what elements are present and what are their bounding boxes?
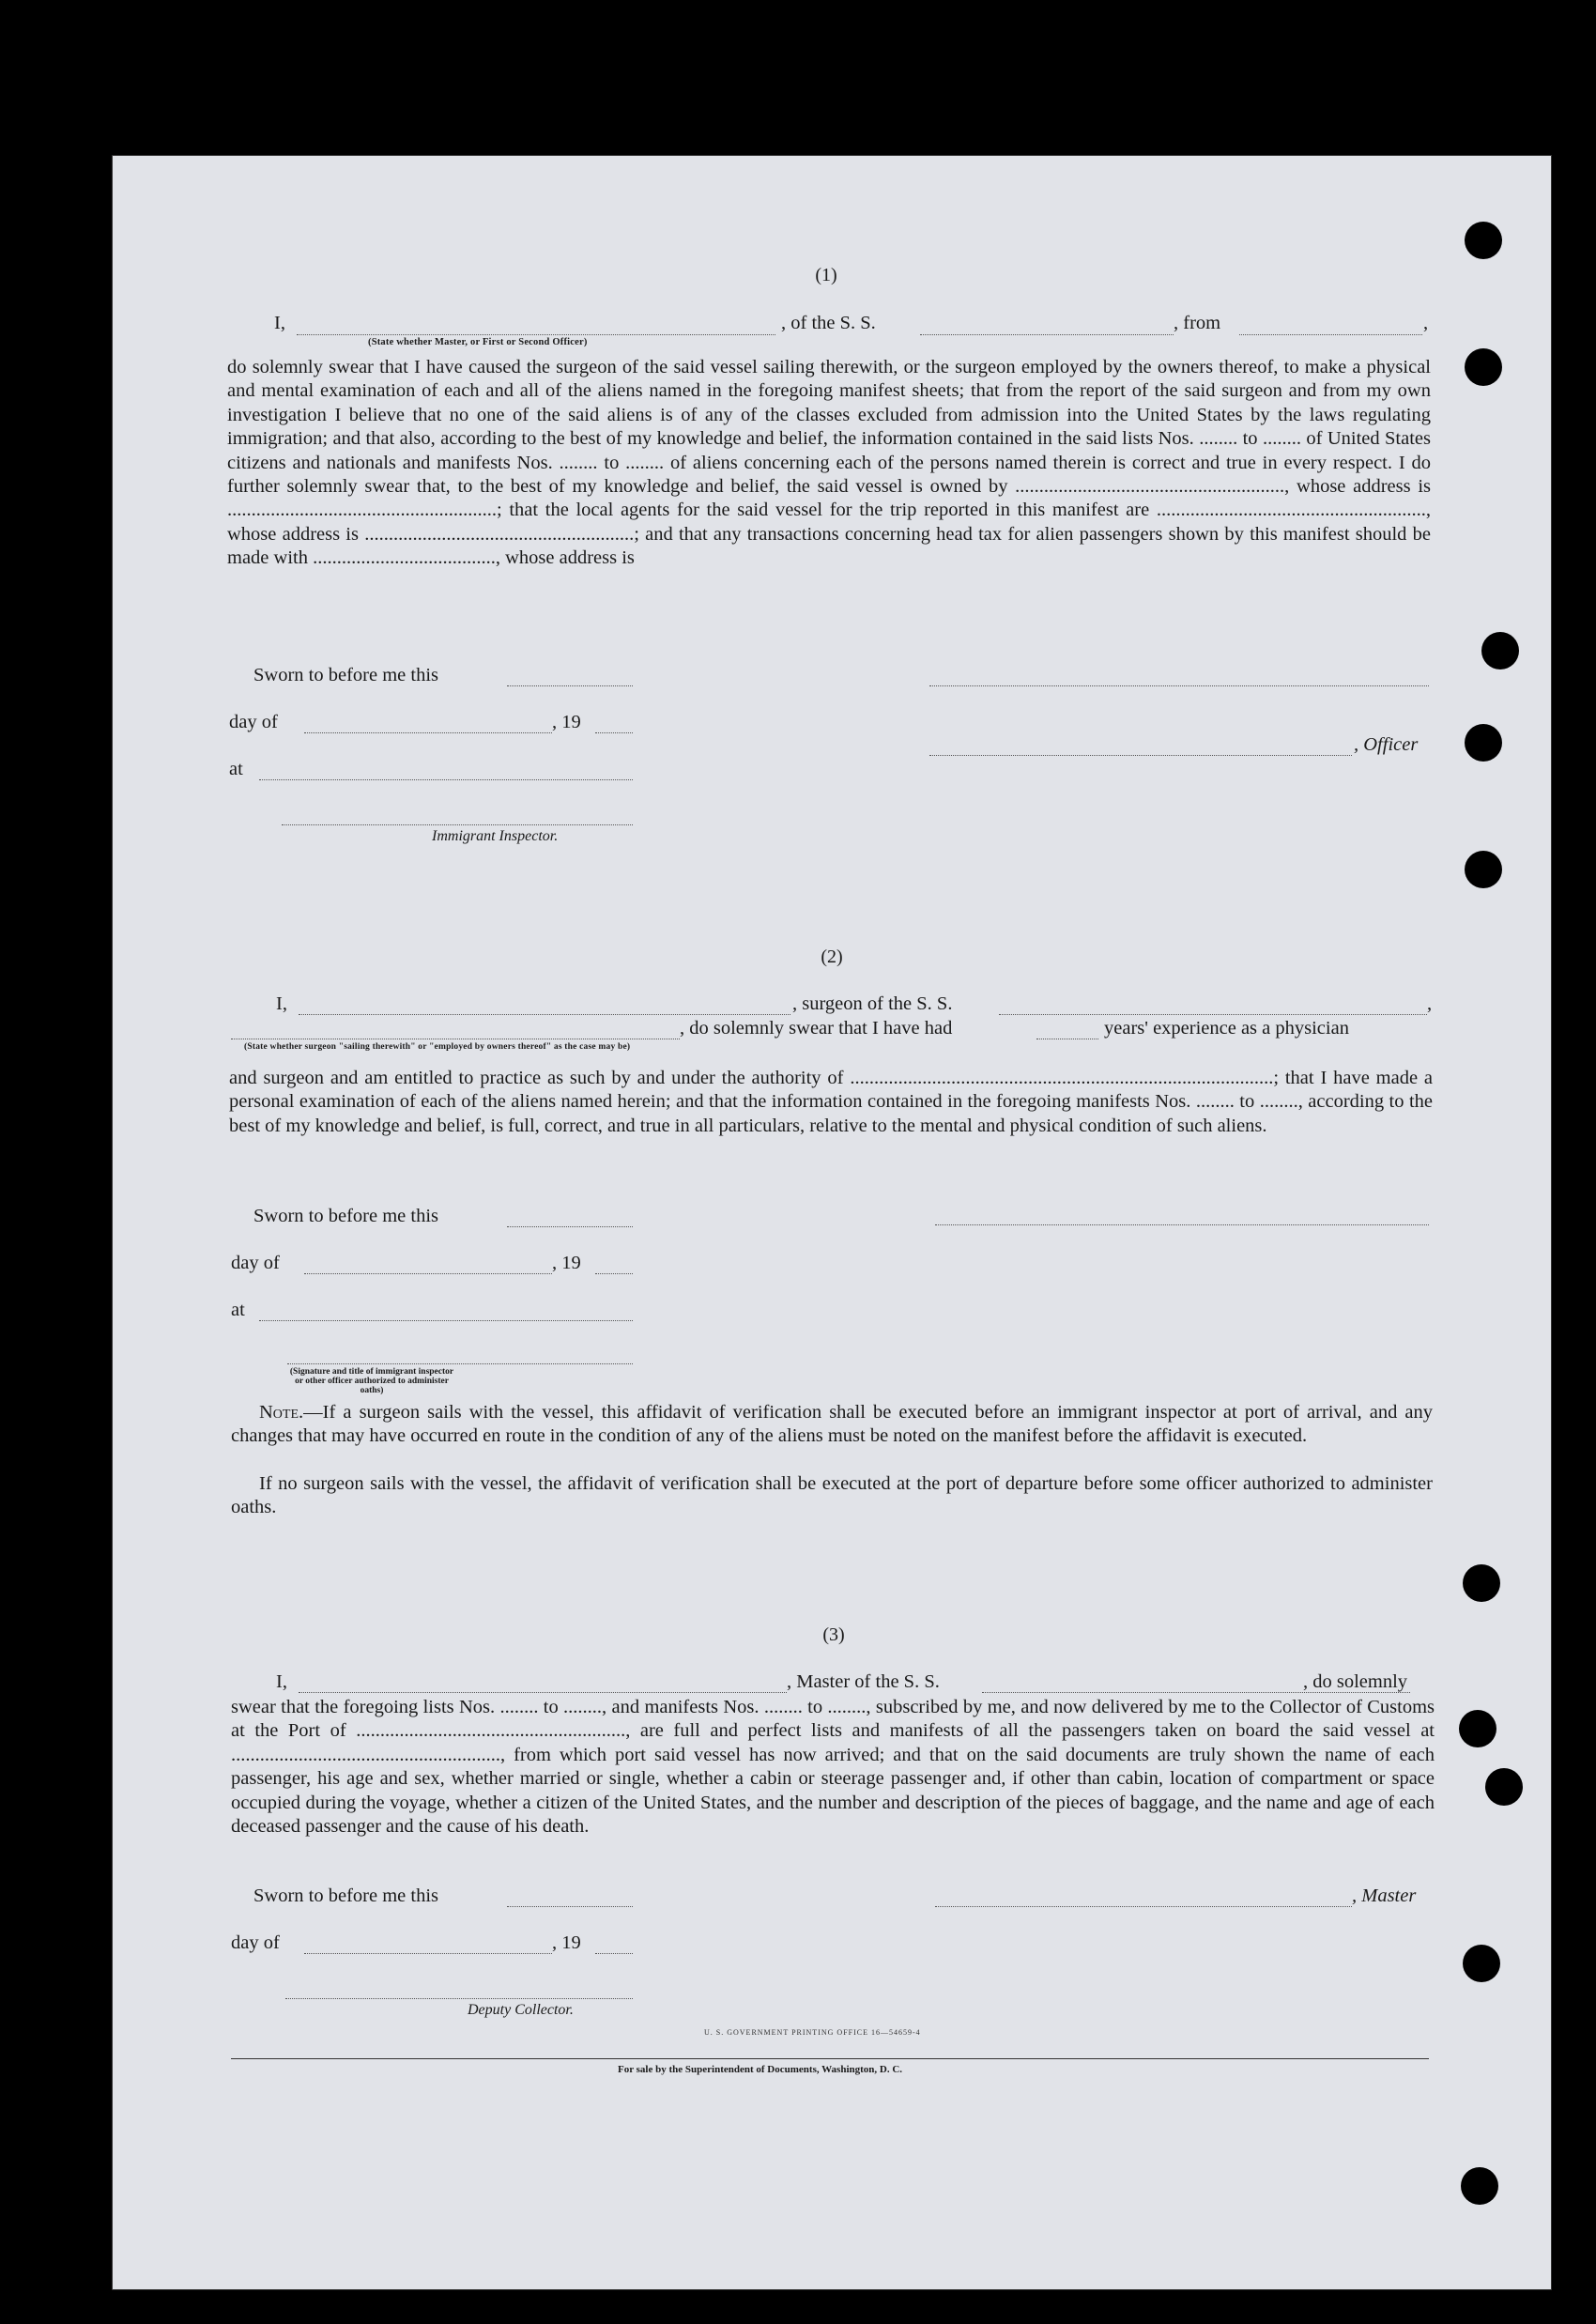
note-text-2: If no surgeon sails with the vessel, the affidavit of verification shall be executed at the port of departure before some officer authorized to administer oaths. — [231, 1473, 1433, 1518]
year-field-2[interactable] — [595, 1273, 633, 1274]
at-place-field[interactable] — [259, 779, 633, 780]
years-label: years' experience as a physician — [1104, 1018, 1349, 1039]
section3-intro: I, — [276, 1671, 287, 1692]
officer-note: (State whether Master, or First or Second Officer) — [368, 337, 588, 347]
year-field[interactable] — [595, 732, 633, 733]
manifest-page — [113, 156, 1551, 2289]
section1-body: do solemnly swear that I have caused the surgeon of the said vessel sailing therewith, or the surgeon employed by the owners thereof, to make a physical and mental examination of each and all of the aliens named in the foregoing manifest sheets; that from the report of the said surgeon and from my own investigation I believe that no one of the said aliens is of any of the classes excluded from admission into the United States by the laws regulating immigration; and that also, according to the best of my knowledge and belief, the information contained in the said lists Nos. ........ to ........ of United States citizens and nationals and manifests Nos. ........ to ........ of aliens concerning each of the persons named therein is correct and true in every respect. I do further solemnly swear that, to the best of my knowledge and belief, the said vessel is owned by ........................................................, whose address is ........................................................; that the local agents for the said vessel for the trip reported in this manifest are ........................................................, whose address is ........................................................; and that any transactions concerning head tax for alien passengers shown by this manifest should be made with ......................................, whose address is — [227, 357, 1431, 569]
punch-hole — [1465, 222, 1502, 259]
day-of-label: day of — [229, 712, 278, 732]
section1-intro: I, — [274, 313, 285, 333]
sworn-label: Sworn to before me this — [253, 1885, 438, 1906]
section3-body: swear that the foregoing lists Nos. ........ to ........, and manifests Nos. ........ to ........, subscribed by me, and now delivered by me to the Collector of Customs at the Port of ........................................................, are full and perfect lists and manifests of all the passengers taken on board the said vessel at ........................................................, from which port said vessel has now arrived; and that on the said documents are truly shown the name of each passenger, his age and sex, whether married or single, whether a cabin or steerage passenger and, if other than cabin, location of compartment or space occupied during the voyage, whether a citizen of the United States, and the number and description of the pieces of baggage, and the name and age of each deceased passenger and the cause of his death. — [231, 1697, 1435, 1838]
printing-office: U. S. GOVERNMENT PRINTING OFFICE 16—54659-4 — [704, 2028, 921, 2037]
officer-name-field[interactable] — [297, 334, 775, 335]
surgeon-name-field[interactable] — [299, 1014, 790, 1015]
sworn-label: Sworn to before me this — [253, 665, 438, 685]
signature-field-2[interactable] — [935, 1224, 1429, 1225]
sworn-date-field-2[interactable] — [507, 1226, 633, 1227]
officer-label: , Officer — [1354, 734, 1419, 755]
swear-label: , do solemnly swear that I have had — [680, 1018, 953, 1039]
year-label: , 19 — [552, 1253, 581, 1273]
year-field-3[interactable] — [595, 1953, 633, 1954]
punch-hole — [1465, 851, 1502, 888]
comma: , — [1427, 993, 1433, 1014]
punch-hole — [1481, 632, 1519, 669]
punch-hole — [1465, 724, 1502, 762]
sworn-label: Sworn to before me this — [253, 1206, 438, 1226]
master-label: , Master — [1352, 1885, 1417, 1906]
section-number: (2) — [821, 947, 843, 967]
section2-intro: I, — [276, 993, 287, 1014]
at-place-field-2[interactable] — [259, 1320, 633, 1321]
officer-signature-field[interactable] — [929, 755, 1352, 756]
surgeon-of-label: , surgeon of the S. S. — [792, 993, 953, 1014]
master-of-label: , Master of the S. S. — [787, 1671, 940, 1692]
signature-field[interactable] — [929, 685, 1429, 686]
for-sale-note: For sale by the Superintendent of Documents, Washington, D. C. — [618, 2064, 903, 2075]
note-text: —If a surgeon sails with the vessel, this affidavit of verification shall be executed before an immigrant inspector at port of arrival, and any changes that may have occurred en route in the condition of any of the aliens must be noted on the manifest before the affidavit is executed. — [231, 1402, 1433, 1447]
collector-label: Deputy Collector. — [468, 2002, 574, 2018]
from-label: , from — [1174, 313, 1221, 333]
sworn-date-field-3[interactable] — [507, 1906, 633, 1907]
inspector-label: Immigrant Inspector. — [432, 828, 559, 844]
solemnly-label: , do solemnly — [1303, 1671, 1408, 1692]
note-paragraph-2 — [231, 1472, 1433, 1520]
inspector-signature-field-2[interactable] — [287, 1363, 633, 1364]
punch-hole — [1463, 1564, 1500, 1602]
of-the-ss-label: , of the S. S. — [781, 313, 876, 333]
punch-hole — [1485, 1768, 1523, 1806]
signature-note: (Signature and title of immigrant inspector or other officer authorized to administer oaths) — [289, 1367, 454, 1395]
ship-name-field-2[interactable] — [999, 1014, 1427, 1015]
master-signature-field[interactable] — [935, 1906, 1352, 1907]
year-label: , 19 — [552, 712, 581, 732]
inspector-signature-field[interactable] — [282, 824, 633, 825]
master-name-field[interactable] — [299, 1692, 787, 1693]
sworn-date-field[interactable] — [507, 685, 633, 686]
month-field[interactable] — [304, 732, 552, 733]
collector-signature-field[interactable] — [285, 1998, 633, 1999]
at-label: at — [231, 1300, 245, 1320]
footer-rule — [231, 2058, 1429, 2059]
day-of-label: day of — [231, 1932, 280, 1953]
year-label: , 19 — [552, 1932, 581, 1953]
from-port-field[interactable] — [1239, 334, 1422, 335]
section-number: (1) — [815, 265, 837, 285]
note-label: Note. — [259, 1402, 304, 1423]
month-field-2[interactable] — [304, 1273, 552, 1274]
note-paragraph — [231, 1401, 1433, 1449]
day-of-label: day of — [231, 1253, 280, 1273]
comma: , — [1423, 313, 1429, 333]
punch-hole — [1461, 2167, 1498, 2205]
punch-hole — [1463, 1945, 1500, 1982]
month-field-3[interactable] — [304, 1953, 552, 1954]
ship-name-field[interactable] — [920, 334, 1174, 335]
punch-hole — [1459, 1710, 1496, 1747]
section2-body: and surgeon and am entitled to practice as such by and under the authority of ........................................................................................; that I have made a personal examination of each of the aliens named herein; and that the information contained in the foregoing manifests Nos. ........ to ........, according to the best of my knowledge and belief, is full, correct, and true in all particulars, relative to the mental and physical condition of such aliens. — [229, 1068, 1433, 1136]
punch-hole — [1465, 348, 1502, 386]
section-number: (3) — [822, 1624, 845, 1645]
surgeon-note: (State whether surgeon "sailing therewith" or "employed by owners thereof" as the case may be) — [244, 1042, 631, 1052]
at-label: at — [229, 759, 243, 779]
